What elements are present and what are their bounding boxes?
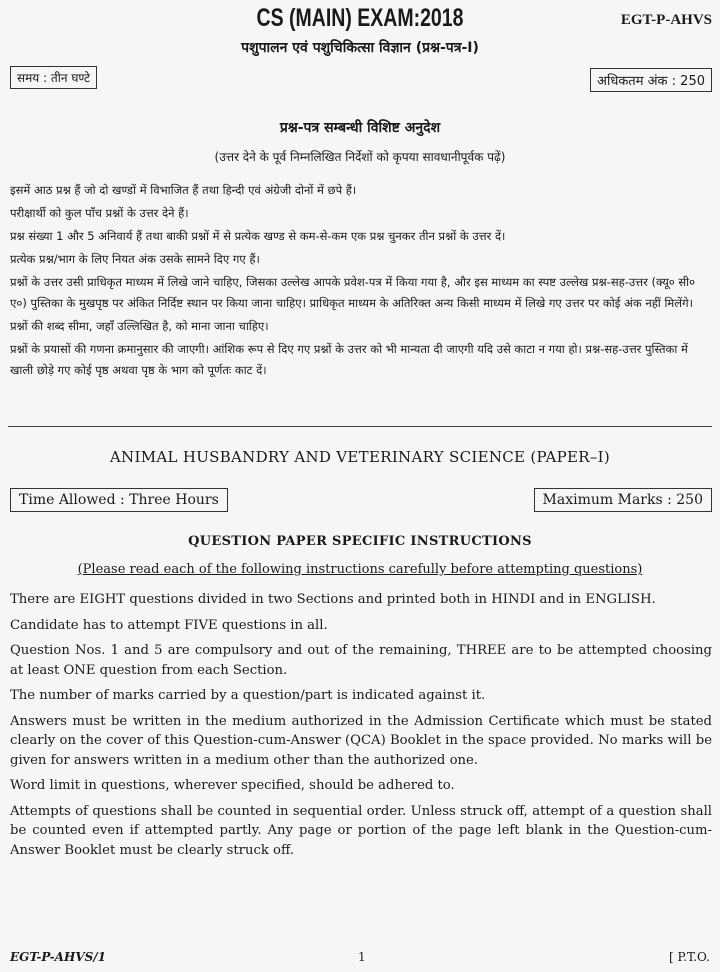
english-instructions-note: (Please read each of the following instructions carefully before attempting questions) (77, 562, 643, 577)
footer-paper-code: EGT-P-AHVS/1 (10, 950, 107, 964)
hindi-instruction-item: प्रत्येक प्रश्न/भाग के लिए नियत अंक उसके सामने दिए गए हैं। (10, 252, 260, 266)
footer-pto: [ P.T.O. (669, 950, 710, 964)
english-instruction-item: Attempts of questions shall be counted in sequential order. Unless struck off, attempt of a question shall be counted even if attempted partly. Any page or portion of the page left blank in the Question-cum-Answer Booklet must be clearly struck off. (10, 803, 712, 858)
paper-code: EGT-P-AHVS (620, 12, 712, 28)
hindi-instruction-item: परीक्षार्थी को कुल पाँच प्रश्नों के उत्तर देने हैं। (10, 206, 189, 220)
english-instruction-item: Candidate has to attempt FIVE questions in all. (10, 617, 328, 633)
english-instructions-heading: QUESTION PAPER SPECIFIC INSTRUCTIONS (188, 534, 532, 549)
hindi-instructions-note: (उत्तर देने के पूर्व निम्नलिखित निर्देशों को कृपया सावधानीपूर्वक पढ़ें) (214, 150, 506, 164)
hindi-time-box: समय : तीन घण्टे (10, 66, 97, 89)
english-instruction-item: The number of marks carried by a question/part is indicated against it. (10, 688, 486, 703)
english-instruction-item: There are EIGHT questions divided in two Sections and printed both in HINDI and in ENGLISH. (10, 592, 656, 607)
english-instruction-item: Word limit in questions, wherever specified, should be adhered to. (10, 778, 455, 793)
hindi-subject-title: पशुपालन एवं पशुचिकित्सा विज्ञान (प्रश्न-पत्र-I) (241, 40, 479, 56)
hindi-instructions-heading: प्रश्न-पत्र सम्बन्धी विशिष्ट अनुदेश (279, 120, 441, 136)
footer-page-number: 1 (358, 950, 366, 964)
hindi-instructions-list (10, 180, 712, 383)
hindi-instruction-item: प्रश्नों की शब्द सीमा, जहाँ उल्लिखित है, को माना जाना चाहिए। (10, 319, 269, 333)
english-instruction-item: Answers must be written in the medium authorized in the Admission Certificate which must be stated clearly on the cover of this Question-cum-Answer (QCA) Booklet in the space provided. No marks will be given for answers written in a medium other than the authorized one. (10, 713, 712, 768)
exam-title: CS (MAIN) EXAM:2018 (256, 4, 464, 32)
hindi-max-marks-box: अधिकतम अंक : 250 (590, 68, 712, 92)
section-divider (8, 426, 712, 427)
english-instruction-item: Question Nos. 1 and 5 are compulsory and out of the remaining, THREE are to be attempted choosing at least ONE question from each Section. (10, 643, 712, 678)
time-allowed-box: Time Allowed : Three Hours (10, 488, 228, 512)
english-instructions-list (10, 590, 712, 866)
hindi-instruction-item: इसमें आठ प्रश्न हैं जो दो खण्डों में विभाजित हैं तथा हिन्दी एवं अंग्रेजी दोनों में छपे हैं। (10, 183, 357, 197)
max-marks-box: Maximum Marks : 250 (534, 488, 712, 512)
hindi-instruction-item: प्रश्नों के प्रयासों की गणना क्रमानुसार की जाएगी। आंशिक रूप से दिए गए प्रश्नों के उत्तर को भी मान्यता दी जाएगी यदि उसे काटा न गया हो। प्रश्न-सह-उत्तर पुस्तिका में खाली छोड़े गए कोई पृष्ठ अथवा पृष्ठ के भाग को पूर्णतः काट दें। (10, 342, 688, 377)
hindi-instruction-item: प्रश्न संख्या 1 और 5 अनिवार्य हैं तथा बाकी प्रश्नों में से प्रत्येक खण्ड से कम-से-कम एक प्रश्न चुनकर तीन प्रश्नों के उत्तर दें। (10, 229, 506, 243)
english-subject-title: ANIMAL HUSBANDRY AND VETERINARY SCIENCE (PAPER–I) (109, 448, 611, 466)
hindi-instruction-item: प्रश्नों के उत्तर उसी प्राधिकृत माध्यम में लिखे जाने चाहिए, जिसका उल्लेख आपके प्रवेश-पत्र में किया गया है, और इस माध्यम का स्पष्ट उल्लेख प्रश्न-सह-उत्तर (क्यू० सी० ए०) पुस्तिका के मुखपृष्ठ पर अंकित निर्दिष्ट स्थान पर किया जाना चाहिए। प्राधिकृत माध्यम के अतिरिक्त अन्य किसी माध्यम में लिखे गए उत्तर पर कोई अंक नहीं मिलेंगे। (10, 275, 696, 310)
